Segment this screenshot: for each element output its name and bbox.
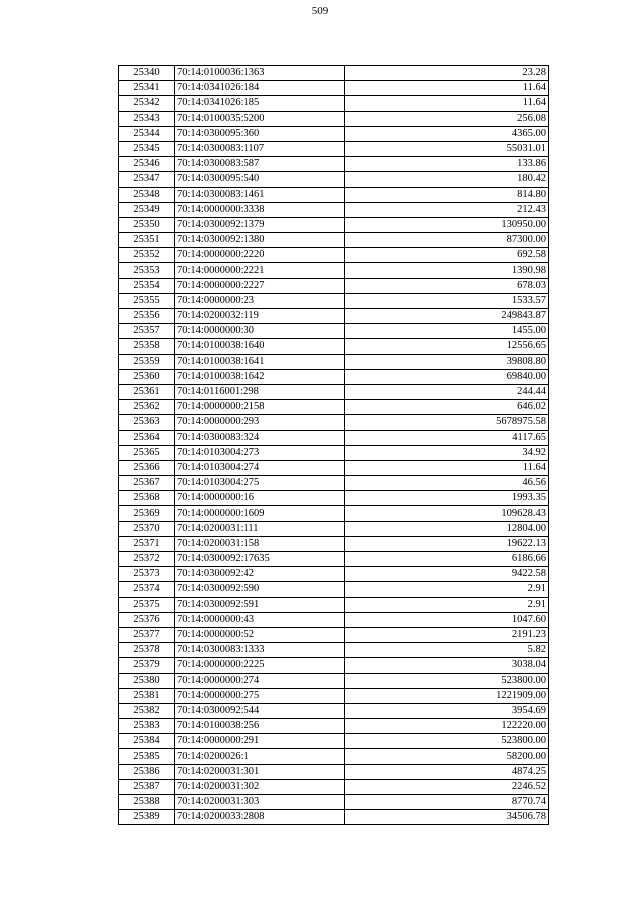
row-number-cell: 25377 (119, 627, 175, 642)
cadastral-number-cell: 70:14:0100038:1641 (175, 354, 345, 369)
row-number-cell: 25365 (119, 445, 175, 460)
value-cell: 87300.00 (345, 233, 549, 248)
row-number-cell: 25376 (119, 612, 175, 627)
table-body (119, 66, 549, 825)
row-number-cell: 25349 (119, 202, 175, 217)
value-cell: 244.44 (345, 384, 549, 399)
table-row (119, 491, 549, 506)
cadastral-number-cell: 70:14:0200031:303 (175, 795, 345, 810)
cadastral-number-cell: 70:14:0100038:1640 (175, 339, 345, 354)
table-row (119, 703, 549, 718)
cadastral-number-cell: 70:14:0103004:275 (175, 476, 345, 491)
value-cell: 2.91 (345, 597, 549, 612)
table-row (119, 673, 549, 688)
cadastral-number-cell: 70:14:0000000:2227 (175, 278, 345, 293)
value-cell: 1390.98 (345, 263, 549, 278)
row-number-cell: 25369 (119, 506, 175, 521)
cadastral-number-cell: 70:14:0300092:1379 (175, 217, 345, 232)
value-cell: 2.91 (345, 582, 549, 597)
row-number-cell: 25360 (119, 369, 175, 384)
row-number-cell: 25382 (119, 703, 175, 718)
row-number-cell: 25343 (119, 111, 175, 126)
cadastral-number-cell: 70:14:0300095:360 (175, 126, 345, 141)
cadastral-number-cell: 70:14:0200031:302 (175, 779, 345, 794)
row-number-cell: 25385 (119, 749, 175, 764)
row-number-cell: 25340 (119, 66, 175, 81)
value-cell: 55031.01 (345, 141, 549, 156)
cadastral-number-cell: 70:14:0000000:23 (175, 293, 345, 308)
value-cell: 523800.00 (345, 673, 549, 688)
row-number-cell: 25378 (119, 643, 175, 658)
row-number-cell: 25372 (119, 552, 175, 567)
table-row (119, 552, 549, 567)
cadastral-number-cell: 70:14:0000000:30 (175, 324, 345, 339)
cadastral-number-cell: 70:14:0000000:1609 (175, 506, 345, 521)
table-row (119, 810, 549, 825)
value-cell: 2191.23 (345, 627, 549, 642)
table-row (119, 749, 549, 764)
row-number-cell: 25368 (119, 491, 175, 506)
value-cell: 1221909.00 (345, 688, 549, 703)
value-cell: 34.92 (345, 445, 549, 460)
value-cell: 256.08 (345, 111, 549, 126)
cadastral-number-cell: 70:14:0300092:591 (175, 597, 345, 612)
table-row (119, 460, 549, 475)
row-number-cell: 25344 (119, 126, 175, 141)
table-row (119, 126, 549, 141)
value-cell: 3038.04 (345, 658, 549, 673)
row-number-cell: 25354 (119, 278, 175, 293)
row-number-cell: 25383 (119, 719, 175, 734)
table-row (119, 536, 549, 551)
cadastral-number-cell: 70:14:0000000:2158 (175, 400, 345, 415)
value-cell: 646.02 (345, 400, 549, 415)
table-row (119, 567, 549, 582)
value-cell: 212.43 (345, 202, 549, 217)
value-cell: 69840.00 (345, 369, 549, 384)
value-cell: 4365.00 (345, 126, 549, 141)
cadastral-number-cell: 70:14:0200031:158 (175, 536, 345, 551)
page-number: 509 (311, 5, 329, 17)
row-number-cell: 25345 (119, 141, 175, 156)
row-number-cell: 25388 (119, 795, 175, 810)
row-number-cell: 25363 (119, 415, 175, 430)
table-row (119, 582, 549, 597)
value-cell: 1047.60 (345, 612, 549, 627)
value-cell: 58200.00 (345, 749, 549, 764)
table-row (119, 521, 549, 536)
row-number-cell: 25342 (119, 96, 175, 111)
cadastral-number-cell: 70:14:0300092:544 (175, 703, 345, 718)
cadastral-number-cell: 70:14:0300083:1461 (175, 187, 345, 202)
row-number-cell: 25379 (119, 658, 175, 673)
value-cell: 1993.35 (345, 491, 549, 506)
value-cell: 12804.00 (345, 521, 549, 536)
row-number-cell: 25358 (119, 339, 175, 354)
table-row (119, 324, 549, 339)
cadastral-number-cell: 70:14:0000000:2225 (175, 658, 345, 673)
table-row (119, 248, 549, 263)
table-row (119, 476, 549, 491)
value-cell: 9422.58 (345, 567, 549, 582)
row-number-cell: 25389 (119, 810, 175, 825)
row-number-cell: 25357 (119, 324, 175, 339)
row-number-cell: 25346 (119, 157, 175, 172)
cadastral-number-cell: 70:14:0300083:324 (175, 430, 345, 445)
value-cell: 1533.57 (345, 293, 549, 308)
table-row (119, 734, 549, 749)
table-row (119, 415, 549, 430)
value-cell: 122220.00 (345, 719, 549, 734)
cadastral-number-cell: 70:14:0000000:274 (175, 673, 345, 688)
table-row (119, 263, 549, 278)
table-row (119, 445, 549, 460)
table-row (119, 354, 549, 369)
table-row (119, 217, 549, 232)
table-row (119, 795, 549, 810)
cadastral-number-cell: 70:14:0000000:2221 (175, 263, 345, 278)
row-number-cell: 25381 (119, 688, 175, 703)
row-number-cell: 25373 (119, 567, 175, 582)
value-cell: 814.80 (345, 187, 549, 202)
cadastral-number-cell: 70:14:0300083:587 (175, 157, 345, 172)
cadastral-number-cell: 70:14:0100038:1642 (175, 369, 345, 384)
row-number-cell: 25374 (119, 582, 175, 597)
cadastral-number-cell: 70:14:0200032:119 (175, 309, 345, 324)
row-number-cell: 25359 (119, 354, 175, 369)
row-number-cell: 25361 (119, 384, 175, 399)
value-cell: 3954.69 (345, 703, 549, 718)
cadastral-number-cell: 70:14:0200033:2808 (175, 810, 345, 825)
table-row (119, 66, 549, 81)
table-row (119, 430, 549, 445)
table-row (119, 597, 549, 612)
value-cell: 4874.25 (345, 764, 549, 779)
row-number-cell: 25352 (119, 248, 175, 263)
cadastral-number-cell: 70:14:0300083:1107 (175, 141, 345, 156)
row-number-cell: 25366 (119, 460, 175, 475)
table-row (119, 384, 549, 399)
row-number-cell: 25387 (119, 779, 175, 794)
table-row (119, 506, 549, 521)
cadastral-number-cell: 70:14:0200031:111 (175, 521, 345, 536)
value-cell: 11.64 (345, 81, 549, 96)
value-cell: 692.58 (345, 248, 549, 263)
table-row (119, 187, 549, 202)
value-cell: 34506.78 (345, 810, 549, 825)
table-row (119, 658, 549, 673)
table-row (119, 369, 549, 384)
cadastral-number-cell: 70:14:0300083:1333 (175, 643, 345, 658)
table-row (119, 278, 549, 293)
cadastral-number-cell: 70:14:0300092:42 (175, 567, 345, 582)
table-row (119, 339, 549, 354)
value-cell: 5.82 (345, 643, 549, 658)
row-number-cell: 25353 (119, 263, 175, 278)
row-number-cell: 25367 (119, 476, 175, 491)
cadastral-number-cell: 70:14:0300092:590 (175, 582, 345, 597)
row-number-cell: 25351 (119, 233, 175, 248)
value-cell: 133.86 (345, 157, 549, 172)
value-cell: 11.64 (345, 96, 549, 111)
cadastral-number-cell: 70:14:0100035:5200 (175, 111, 345, 126)
cadastral-number-cell: 70:14:0300095:540 (175, 172, 345, 187)
row-number-cell: 25341 (119, 81, 175, 96)
cadastral-number-cell: 70:14:0000000:43 (175, 612, 345, 627)
table-row (119, 141, 549, 156)
cadastral-number-cell: 70:14:0341026:185 (175, 96, 345, 111)
value-cell: 678.03 (345, 278, 549, 293)
value-cell: 12556.65 (345, 339, 549, 354)
cadastral-number-cell: 70:14:0100036:1363 (175, 66, 345, 81)
row-number-cell: 25362 (119, 400, 175, 415)
table-row (119, 309, 549, 324)
row-number-cell: 25380 (119, 673, 175, 688)
value-cell: 19622.13 (345, 536, 549, 551)
value-cell: 6186.66 (345, 552, 549, 567)
value-cell: 39808.80 (345, 354, 549, 369)
table-row (119, 764, 549, 779)
cadastral-number-cell: 70:14:0000000:293 (175, 415, 345, 430)
value-cell: 523800.00 (345, 734, 549, 749)
table-row (119, 202, 549, 217)
value-cell: 4117.65 (345, 430, 549, 445)
cadastral-number-cell: 70:14:0100038:256 (175, 719, 345, 734)
value-cell: 23.28 (345, 66, 549, 81)
table-row (119, 688, 549, 703)
cadastral-number-cell: 70:14:0000000:52 (175, 627, 345, 642)
row-number-cell: 25370 (119, 521, 175, 536)
table-row (119, 111, 549, 126)
cadastral-number-cell: 70:14:0341026:184 (175, 81, 345, 96)
table-row (119, 779, 549, 794)
table-row (119, 81, 549, 96)
value-cell: 2246.52 (345, 779, 549, 794)
cadastral-number-cell: 70:14:0000000:3338 (175, 202, 345, 217)
row-number-cell: 25375 (119, 597, 175, 612)
value-cell: 180.42 (345, 172, 549, 187)
cadastral-number-cell: 70:14:0103004:273 (175, 445, 345, 460)
table-row (119, 172, 549, 187)
row-number-cell: 25350 (119, 217, 175, 232)
value-cell: 1455.00 (345, 324, 549, 339)
table-row (119, 157, 549, 172)
row-number-cell: 25364 (119, 430, 175, 445)
data-table (118, 65, 549, 825)
cadastral-number-cell: 70:14:0000000:275 (175, 688, 345, 703)
cadastral-number-cell: 70:14:0116001:298 (175, 384, 345, 399)
table-row (119, 233, 549, 248)
cadastral-number-cell: 70:14:0300092:1380 (175, 233, 345, 248)
table-row (119, 627, 549, 642)
row-number-cell: 25355 (119, 293, 175, 308)
table-row (119, 400, 549, 415)
row-number-cell: 25384 (119, 734, 175, 749)
value-cell: 46.56 (345, 476, 549, 491)
row-number-cell: 25347 (119, 172, 175, 187)
value-cell: 130950.00 (345, 217, 549, 232)
row-number-cell: 25348 (119, 187, 175, 202)
row-number-cell: 25356 (119, 309, 175, 324)
cadastral-number-cell: 70:14:0200031:301 (175, 764, 345, 779)
table-row (119, 96, 549, 111)
cadastral-number-cell: 70:14:0000000:291 (175, 734, 345, 749)
cadastral-number-cell: 70:14:0000000:2220 (175, 248, 345, 263)
table-row (119, 719, 549, 734)
value-cell: 8770.74 (345, 795, 549, 810)
cadastral-number-cell: 70:14:0300092:17635 (175, 552, 345, 567)
table-row (119, 293, 549, 308)
value-cell: 5678975.58 (345, 415, 549, 430)
cadastral-number-cell: 70:14:0200026:1 (175, 749, 345, 764)
value-cell: 11.64 (345, 460, 549, 475)
value-cell: 109628.43 (345, 506, 549, 521)
table-row (119, 643, 549, 658)
value-cell: 249843.87 (345, 309, 549, 324)
row-number-cell: 25371 (119, 536, 175, 551)
cadastral-number-cell: 70:14:0000000:16 (175, 491, 345, 506)
cadastral-number-cell: 70:14:0103004:274 (175, 460, 345, 475)
table-row (119, 612, 549, 627)
row-number-cell: 25386 (119, 764, 175, 779)
